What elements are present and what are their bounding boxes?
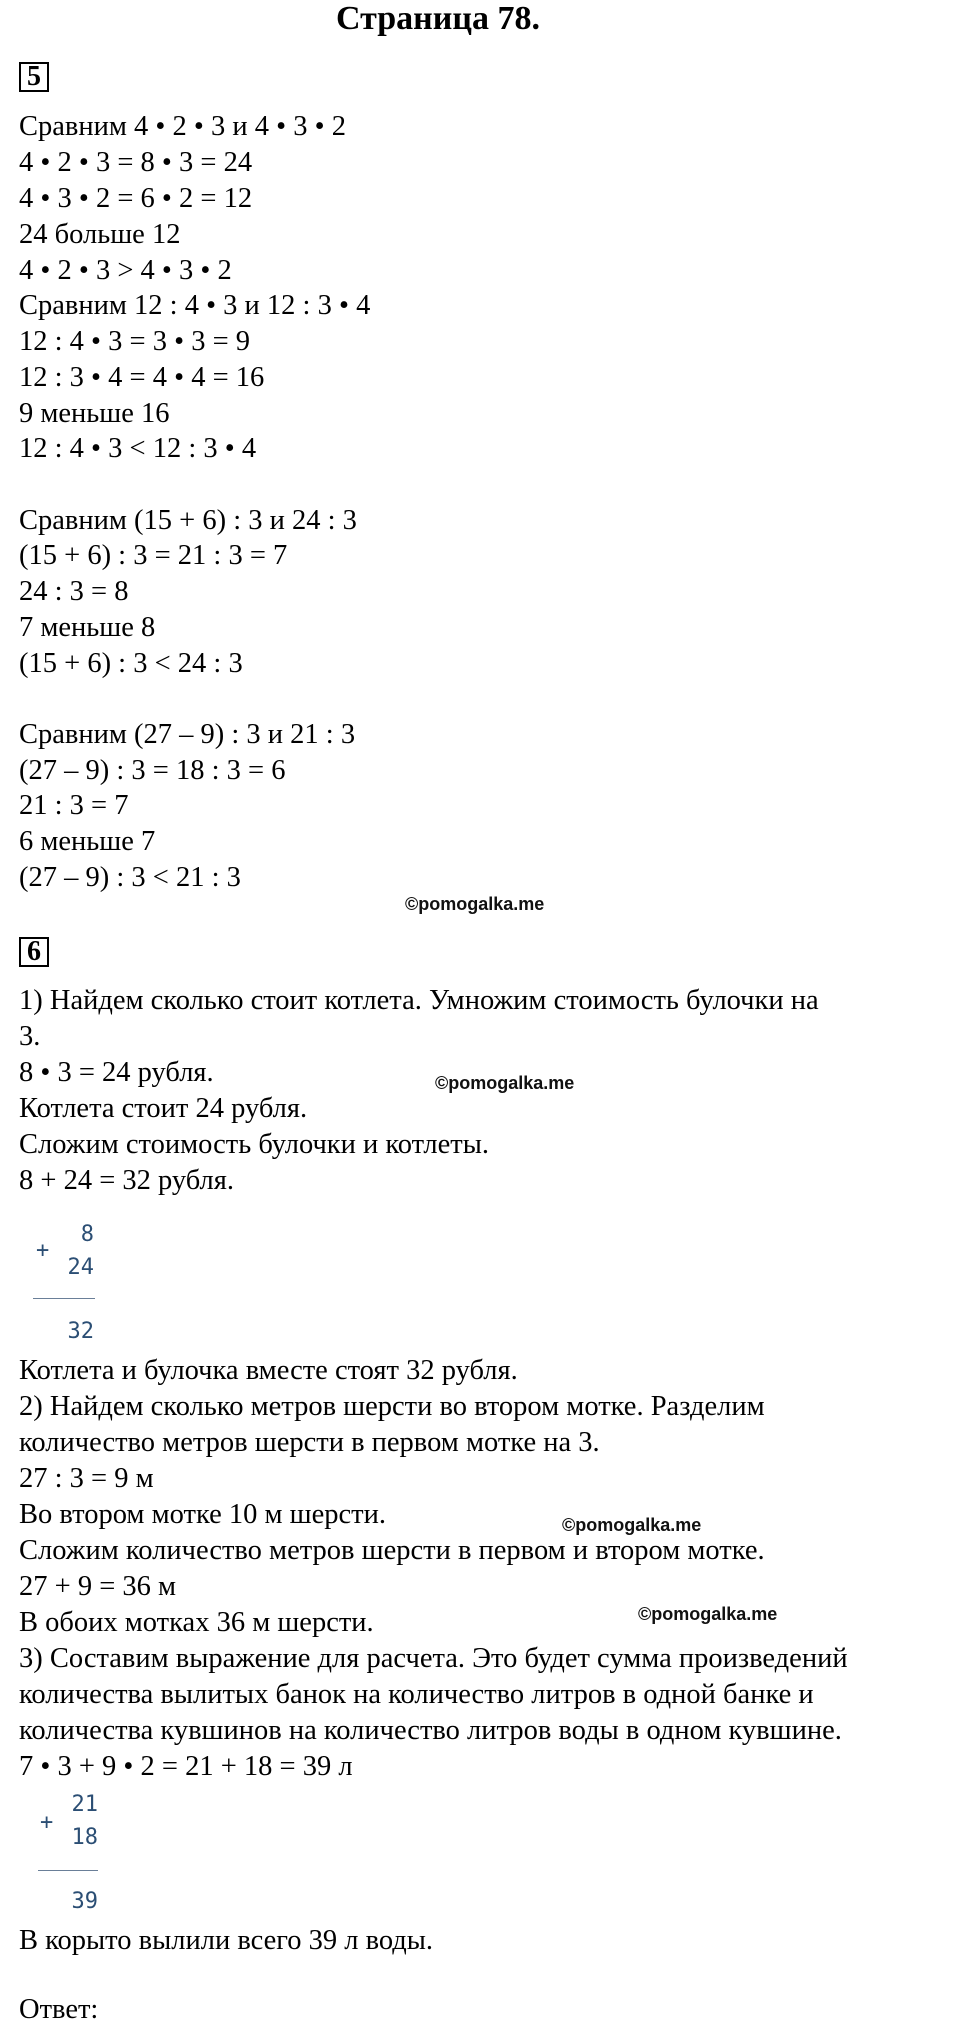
task-6-line: Во втором мотке 10 м шерсти. (19, 1499, 386, 1530)
task-5-line: (27 – 9) : 3 = 18 : 3 = 6 (19, 755, 286, 786)
task-5-line: Сравним (15 + 6) : 3 и 24 : 3 (19, 505, 357, 536)
task-5-line: 12 : 4 • 3 = 3 • 3 = 9 (19, 326, 251, 357)
sum-result: 39 (71, 1889, 98, 1914)
task-5-line: 9 меньше 16 (19, 398, 170, 429)
task-6-line: В корыто вылили всего 39 л воды. (19, 1925, 434, 1956)
task-5-line: 7 меньше 8 (19, 612, 156, 643)
task-5-line: Сравним 4 • 2 • 3 и 4 • 3 • 2 (19, 111, 346, 142)
sum-line (38, 1870, 98, 1871)
task-5-line: 12 : 3 • 4 = 4 • 4 = 16 (19, 362, 265, 393)
watermark: ©pomogalka.me (562, 1515, 702, 1535)
task-6-line: 2) Найдем сколько метров шерсти во втором мотке. Разделим (19, 1391, 765, 1422)
task-5-line: (15 + 6) : 3 < 24 : 3 (19, 648, 243, 679)
task-6-line: Котлета и булочка вместе стоят 32 рубля. (19, 1355, 518, 1386)
task-5-line: 24 больше 12 (19, 219, 181, 250)
task-6-line: 27 + 9 = 36 м (19, 1571, 177, 1602)
addend-bottom: 24 (67, 1255, 94, 1280)
task-5-line: Сравним 12 : 4 • 3 и 12 : 3 • 4 (19, 290, 371, 321)
addend-top: 21 (71, 1792, 98, 1817)
task-6-line: количества вылитых банок на количество литров в одной банке и (19, 1679, 814, 1710)
watermark: ©pomogalka.me (435, 1073, 575, 1093)
task-6-line: количества кувшинов на количество литров воды в одном кувшине. (19, 1715, 842, 1746)
plus-sign: + (40, 1810, 54, 1835)
addend-top: 8 (80, 1222, 94, 1247)
task-6-number-box: 6 (19, 937, 49, 967)
task-5-line: 21 : 3 = 7 (19, 790, 129, 821)
task-5-line: (15 + 6) : 3 = 21 : 3 = 7 (19, 540, 288, 571)
task-6-line: 8 + 24 = 32 рубля. (19, 1165, 235, 1196)
watermark: ©pomogalka.me (405, 894, 545, 914)
sum-line (33, 1298, 95, 1299)
task-5-line: Сравним (27 – 9) : 3 и 21 : 3 (19, 719, 356, 750)
task-5-number-box: 5 (19, 62, 49, 92)
task-5-line: 4 • 2 • 3 = 8 • 3 = 24 (19, 147, 253, 178)
task-6-line: количество метров шерсти в первом мотке на 3. (19, 1427, 600, 1458)
task-6-line: 3. (19, 1021, 41, 1052)
task-6-line: Сложим количество метров шерсти в первом и втором мотке. (19, 1535, 765, 1566)
task-6-line: 7 • 3 + 9 • 2 = 21 + 18 = 39 л (19, 1751, 353, 1782)
task-5-line: 4 • 3 • 2 = 6 • 2 = 12 (19, 183, 253, 214)
task-6-line: 27 : 3 = 9 м (19, 1463, 154, 1494)
task-5-line: 24 : 3 = 8 (19, 576, 129, 607)
task-6-line: 3) Составим выражение для расчета. Это будет сумма произведений (19, 1643, 848, 1674)
task-6-line: 1) Найдем сколько стоит котлета. Умножим стоимость булочки на (19, 985, 819, 1016)
addend-bottom: 18 (71, 1825, 98, 1850)
task-5-line: 12 : 4 • 3 < 12 : 3 • 4 (19, 433, 257, 464)
task-6-line: Сложим стоимость булочки и котлеты. (19, 1129, 490, 1160)
task-5-line: 4 • 2 • 3 > 4 • 3 • 2 (19, 255, 232, 286)
task-5-line: (27 – 9) : 3 < 21 : 3 (19, 862, 241, 893)
task-6-line: В обоих мотках 36 м шерсти. (19, 1607, 374, 1638)
plus-sign: + (36, 1238, 50, 1263)
page-title: Страница 78. (336, 0, 540, 37)
answer-label: Ответ: (19, 1994, 99, 2025)
task-5-line: 6 меньше 7 (19, 826, 156, 857)
task-6-line: 8 • 3 = 24 рубля. (19, 1057, 214, 1088)
sum-result: 32 (67, 1319, 94, 1344)
watermark: ©pomogalka.me (638, 1604, 778, 1624)
task-6-line: Котлета стоит 24 рубля. (19, 1093, 308, 1124)
